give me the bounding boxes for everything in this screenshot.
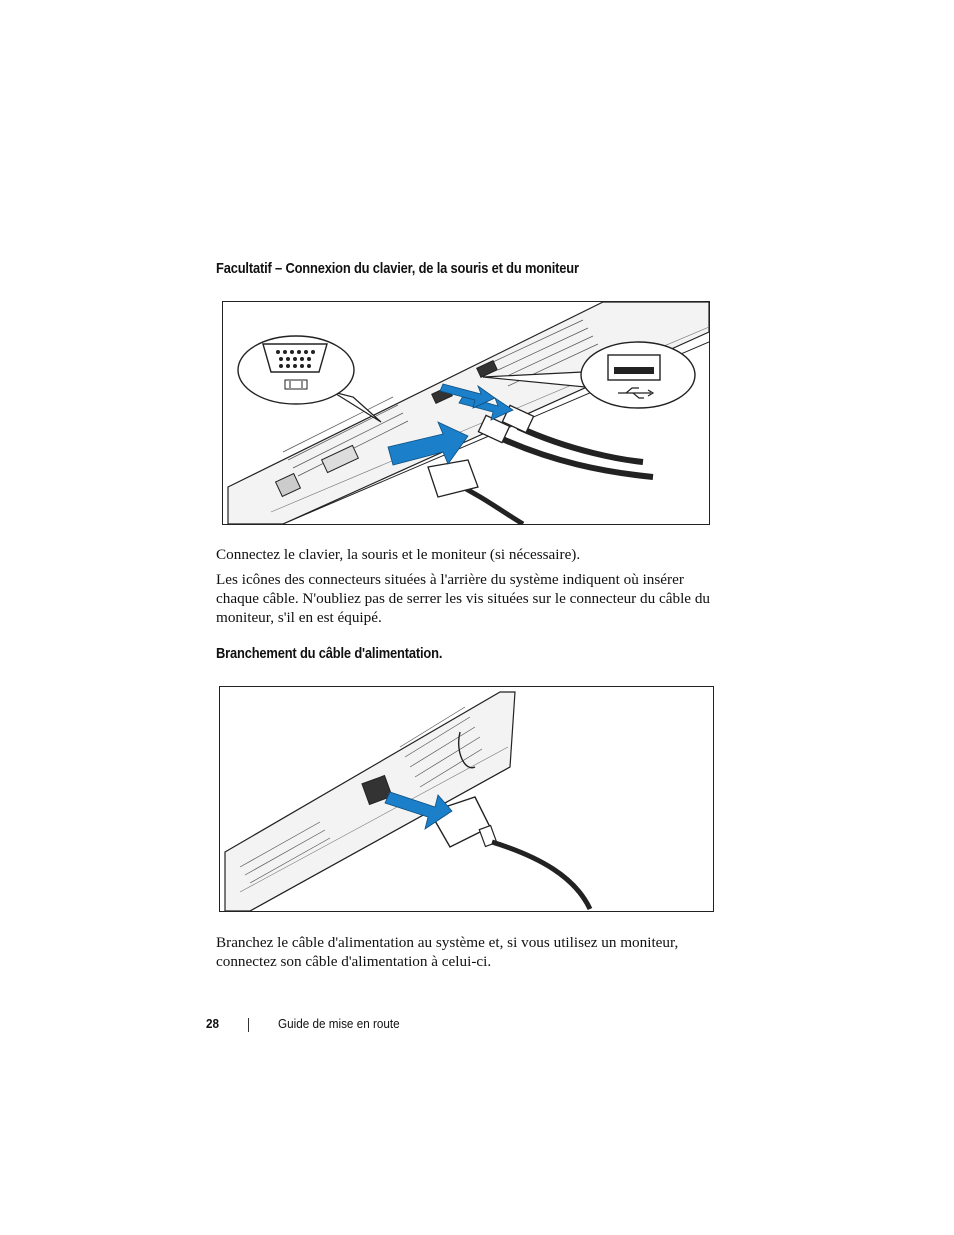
power-connector-icon [430, 797, 590, 909]
paragraph-connect-devices: Connectez le clavier, la souris et le moniteur (si nécessaire). [216, 546, 581, 563]
vga-port-icon [238, 336, 381, 422]
paragraph-power-cable: Branchez le câble d'alimentation au système et, si vous utilisez un moniteur, connectez son câble d'alimentation à celui-ci. [216, 934, 679, 970]
figure-power-connection [219, 686, 714, 912]
footer-separator [248, 1018, 249, 1032]
page-number: 28 [206, 1016, 220, 1031]
figure-peripheral-connection [222, 301, 710, 525]
peripheral-connection-illustration [223, 302, 709, 524]
paragraph-connector-icons: Les icônes des connecteurs situées à l'arrière du système indiquent où insérer chaque câble. N'oubliez pas de serrer les vis situées sur le connecteur du câble du moniteur, s'il en est équipé. [216, 571, 711, 626]
section-heading-power-cable: Branchement du câble d'alimentation. [216, 645, 443, 662]
section-heading-connect-peripherals: Facultatif – Connexion du clavier, de la souris et du moniteur [216, 260, 579, 277]
power-connection-illustration [220, 687, 713, 911]
document-title: Guide de mise en route [278, 1016, 400, 1031]
